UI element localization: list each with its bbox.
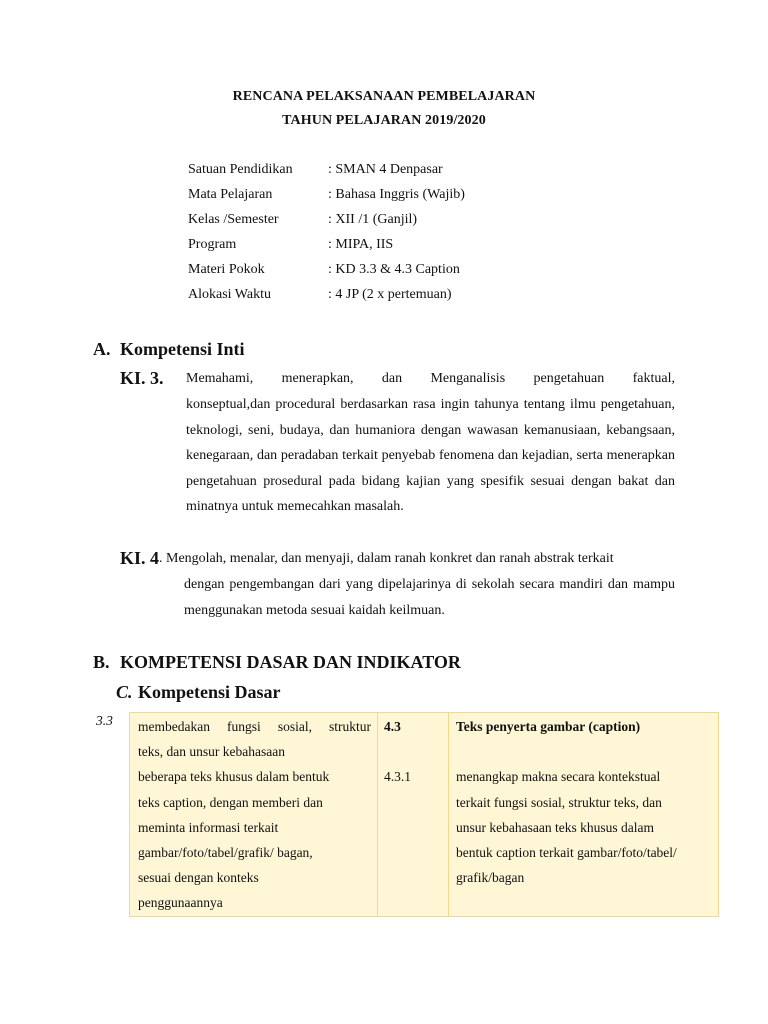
- kd-line: grafik/bagan: [456, 870, 525, 886]
- ki3-label: KI. 3.: [120, 368, 164, 388]
- section-c-letter: C.: [116, 682, 133, 702]
- info-value: : Bahasa Inggris (Wajib): [328, 187, 465, 202]
- info-label: Alokasi Waktu: [188, 287, 271, 302]
- section-b-letter: B.: [93, 652, 110, 672]
- table-row: [130, 713, 719, 917]
- kd-number-head: 4.3: [384, 719, 401, 734]
- section-b-title: KOMPETENSI DASAR DAN INDIKATOR: [120, 652, 461, 672]
- info-value: : SMAN 4 Denpasar: [328, 162, 443, 177]
- ki4-first-line: . Mengolah, menalar, dan menyaji, dalam ranah konkret dan ranah abstrak terkait: [159, 551, 614, 566]
- kd-cell-number: [378, 713, 449, 917]
- kd-line: bentuk caption terkait gambar/foto/tabel/: [456, 845, 677, 861]
- info-label: Satuan Pendidikan: [188, 162, 293, 177]
- kd-line: beberapa teks khusus dalam bentuk: [138, 769, 330, 785]
- kd-line: teks caption, dengan memberi dan: [138, 794, 323, 810]
- kd-line: sesuai dengan konteks: [138, 870, 259, 886]
- kd-cell-indicator: [449, 713, 719, 917]
- kd-indicator-head: Teks penyerta gambar (caption): [456, 719, 641, 734]
- kd-line: membedakan fungsi sosial, struktur: [138, 719, 371, 734]
- kd-line: penggunaannya: [138, 895, 223, 911]
- info-label: Program: [188, 237, 237, 252]
- kd-table: [129, 712, 719, 917]
- kd-row-number: 3.3: [96, 713, 113, 728]
- info-label: Materi Pokok: [188, 262, 265, 277]
- kd-number-sub: 4.3.1: [384, 769, 411, 785]
- info-value: : MIPA, IIS: [328, 237, 394, 252]
- info-value: : KD 3.3 & 4.3 Caption: [328, 262, 460, 277]
- info-value: : XII /1 (Ganjil): [328, 212, 418, 227]
- kd-line: terkait fungsi sosial, struktur teks, dan: [456, 794, 662, 810]
- document-title: RENCANA PELAKSANAAN PEMBELAJARAN: [232, 89, 536, 104]
- section-a-title: Kompetensi Inti: [120, 339, 245, 359]
- section-a-letter: A.: [93, 339, 111, 359]
- info-label: Mata Pelajaran: [188, 187, 273, 202]
- kd-line: gambar/foto/tabel/grafik/ bagan,: [138, 845, 313, 861]
- info-value: : 4 JP (2 x pertemuan): [328, 287, 452, 302]
- kd-cell-description: [130, 713, 378, 917]
- ki3-text: konseptual,dan procedural berdasarkan rasa ingin tahunya tentang ilmu pengetahuan, teknologi, seni, budaya, dan humaniora dengan wawasan kemanusiaan, kebangsaan, kenegaraan, dan peradaban terkait penyebab fenomena dan kejadian, serta menerapkan pengetahuan prosedural pada bidang kajian yang spesifik sesuai dengan bakat dan minatnya untuk memecahkan masalah.: [186, 397, 675, 514]
- section-c-title: Kompetensi Dasar: [138, 682, 281, 702]
- ki4-label: KI. 4: [120, 548, 160, 568]
- info-label: Kelas /Semester: [188, 212, 279, 227]
- kd-line: meminta informasi terkait: [138, 819, 279, 835]
- ki3-first-line: Memahami, menerapkan, dan Menganalisis pengetahuan faktual,: [186, 371, 675, 386]
- document-subtitle: TAHUN PELAJARAN 2019/2020: [282, 113, 486, 128]
- kd-line: menangkap makna secara kontekstual: [456, 769, 661, 785]
- kd-line: teks, dan unsur kebahasaan: [138, 744, 285, 760]
- ki4-text: dengan pengembangan dari yang dipelajarinya di sekolah secara mandiri dan mampu menggunakan metoda sesuai kaidah keilmuan.: [184, 577, 675, 618]
- kd-line: unsur kebahasaan teks khusus dalam: [456, 819, 654, 835]
